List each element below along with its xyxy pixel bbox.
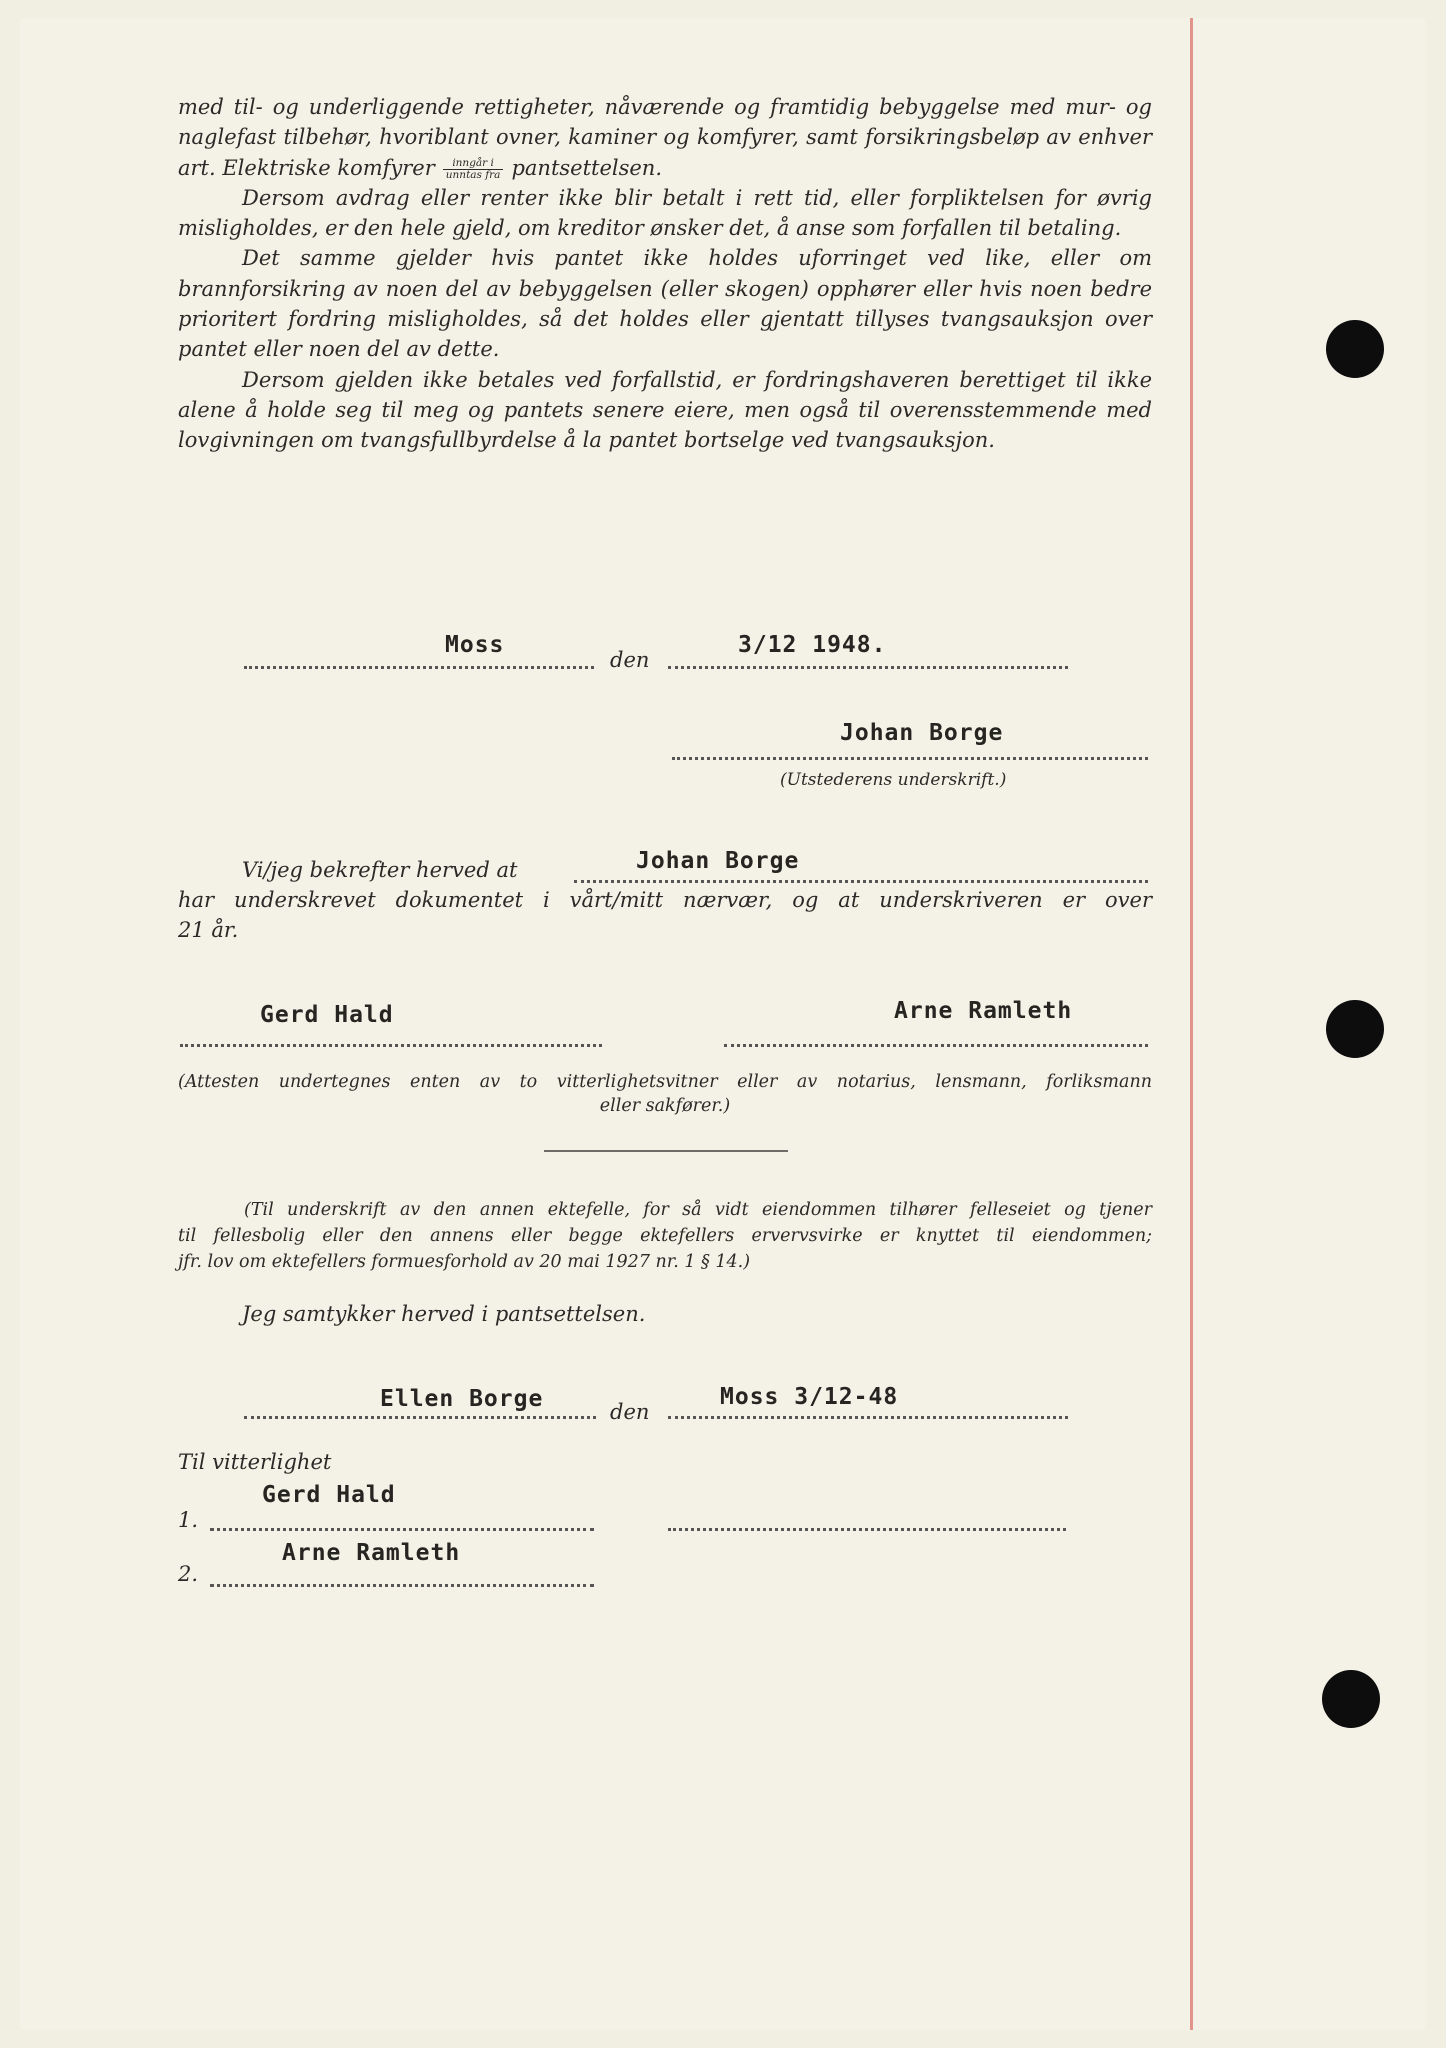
vitterlighet-line-1 <box>210 1528 594 1531</box>
paragraph-4: Dersom gjelden ikke betales ved forfallstid, er fordringshaveren berettiget til ikke alene å holde seg til meg og pantets senere eiere, men også til overensstemmende med lovgivningen om tvangsfullbyrdelse å la pantet bortselge ved tvangsauksjon. <box>178 367 1152 453</box>
place-value: Moss <box>445 632 505 658</box>
vitterlighet-line-1b <box>668 1528 1066 1531</box>
vitterlighet-line-2 <box>210 1584 594 1587</box>
vitterlighet-number-2: 2. <box>178 1562 199 1586</box>
paragraph-2: Dersom avdrag eller renter ikke blir betalt i rett tid, eller forpliktelsen for øvrig misligholdes, er den hele gjeld, om kreditor ønsker det, å anse som forfallen til betaling. <box>178 185 1152 241</box>
attestation-prefix: Vi/jeg bekrefter herved at <box>242 858 518 882</box>
issuer-caption: (Utstederens underskrift.) <box>780 770 1007 790</box>
issuer-signature-line <box>672 757 1148 760</box>
vitterlighet-witness-1: Gerd Hald <box>262 1482 396 1508</box>
attestation-note-line-2: eller sakfører.) <box>599 1096 731 1116</box>
spouse-den-label: den <box>610 1400 650 1424</box>
punch-hole-middle <box>1326 1000 1384 1058</box>
spouse-note-line-2: til fellesbolig eller den annens eller begge ektefellers ervervsvirke er knyttet til eiendommen; <box>178 1226 1152 1246</box>
margin-rule <box>1190 18 1193 2030</box>
vitterlighet-label: Til vitterlighet <box>178 1450 332 1474</box>
attestation-line-3: 21 år. <box>178 918 239 942</box>
separator-rule <box>544 1150 788 1152</box>
place-line <box>244 666 594 669</box>
spouse-date-line <box>668 1416 1068 1419</box>
spouse-note-line-1: (Til underskrift av den annen ektefelle, for så vidt eiendommen tilhører felleseiet og tjener <box>244 1200 1152 1220</box>
den-label: den <box>610 648 650 672</box>
attested-name: Johan Borge <box>636 848 800 874</box>
witness-1-line <box>180 1044 602 1047</box>
witness-1-signature: Gerd Hald <box>260 1002 394 1028</box>
issuer-signature: Johan Borge <box>840 720 1004 746</box>
date-value: 3/12 1948. <box>738 632 887 658</box>
mortgage-terms <box>178 92 1152 456</box>
spouse-place-date: Moss 3/12-48 <box>720 1384 899 1410</box>
witness-2-signature: Arne Ramleth <box>894 998 1073 1024</box>
spouse-signature: Ellen Borge <box>380 1386 544 1412</box>
paragraph-3: Det samme gjelder hvis pantet ikke holdes uforringet ved like, eller om brannforsikring av noen del av bebyggelsen (eller skogen) opphører eller hvis noen bedre prioritert fordring misligholdes, så det holdes eller gjentatt tillyses tvangsauksjon over pantet eller noen del av dette. <box>178 246 1152 362</box>
witness-2-line <box>724 1044 1148 1047</box>
attested-name-line <box>574 880 1148 883</box>
spouse-note-line-3: jfr. lov om ektefellers formuesforhold av 20 mai 1927 nr. 1 § 14.) <box>178 1252 751 1272</box>
attestation-line-2: har underskrevet dokumentet i vårt/mitt nærvær, og at underskriveren er over <box>178 888 1152 912</box>
fraction-choice: $\frac{\text{inngår i}}{\text{unntas fra}}$ <box>443 158 504 181</box>
punch-hole-bottom <box>1322 1670 1380 1728</box>
punch-hole-top <box>1326 320 1384 378</box>
spouse-consent: Jeg samtykker herved i pantsettelsen. <box>242 1302 646 1326</box>
vitterlighet-witness-2: Arne Ramleth <box>282 1540 461 1566</box>
vitterlighet-number-1: 1. <box>178 1508 199 1532</box>
attestation-note-line-1: (Attesten undertegnes enten av to vitterlighetsvitner eller av notarius, lensmann, forliksmann <box>178 1072 1152 1092</box>
paragraph-1: med til- og underliggende rettigheter, nåværende og framtidig bebyggelse med mur- og naglefast tilbehør, hvoriblant ovner, kaminer og komfyrer, samt forsikringsbeløp av enhver art. Elektriske komfyrer $\frac{\text{inngår i}}{\text{unntas fra}}$ pantsettelsen. <box>178 95 1152 181</box>
spouse-signature-line <box>244 1416 596 1419</box>
date-line <box>668 666 1068 669</box>
